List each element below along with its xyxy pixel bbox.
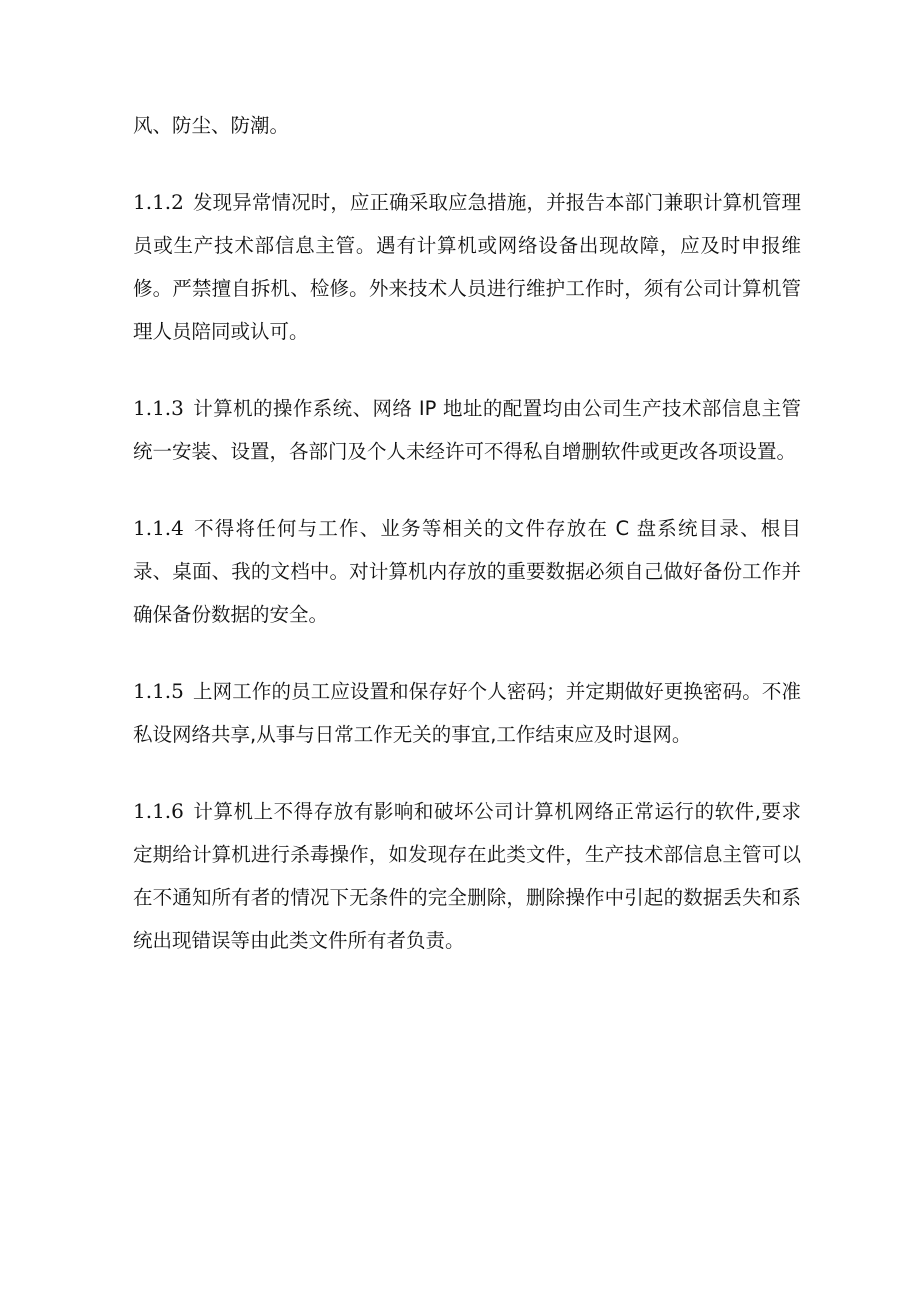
section-text: 计算机的操作系统、网络 IP 地址的配置均由公司生产技术部信息主管统一安装、设置，各部门及个人未经许可不得私自增删软件或更改各项设置。 bbox=[133, 397, 801, 463]
section-number: 1.1.3 bbox=[133, 396, 184, 420]
section-text: 不得将任何与工作、业务等相关的文件存放在 C 盘系统目录、根目录、桌面、我的文档中。对计算机内存放的重要数据必须自己做好备份工作并确保备份数据的安全。 bbox=[133, 517, 801, 626]
section-1-1-3 bbox=[133, 387, 801, 473]
section-number: 1.1.4 bbox=[133, 516, 184, 540]
section-number: 1.1.2 bbox=[133, 190, 184, 214]
section-1-1-5 bbox=[133, 670, 801, 756]
section-text: 计算机上不得存放有影响和破坏公司计算机网络正常运行的软件,要求定期给计算机进行杀毒操作，如发现存在此类文件，生产技术部信息主管可以在不通知所有者的情况下无条件的完全删除，删除操作中引起的数据丢失和系统出现错误等由此类文件所有者负责。 bbox=[133, 800, 801, 952]
intro-fragment: 风、防尘、防潮。 bbox=[133, 114, 290, 137]
section-number: 1.1.6 bbox=[133, 799, 184, 823]
section-text: 上网工作的员工应设置和保存好个人密码；并定期做好更换密码。不准私设网络共享,从事与日常工作无关的事宜,工作结束应及时退网。 bbox=[133, 680, 801, 746]
document-body bbox=[133, 104, 801, 996]
section-1-1-2 bbox=[133, 181, 801, 353]
section-number: 1.1.5 bbox=[133, 679, 184, 703]
section-text: 发现异常情况时，应正确采取应急措施，并报告本部门兼职计算机管理员或生产技术部信息主管。遇有计算机或网络设备出现故障，应及时申报维修。严禁擅自拆机、检修。外来技术人员进行维护工作时，须有公司计算机管理人员陪同或认可。 bbox=[133, 191, 801, 343]
section-1-1-4 bbox=[133, 507, 801, 636]
section-1-1-6 bbox=[133, 790, 801, 962]
